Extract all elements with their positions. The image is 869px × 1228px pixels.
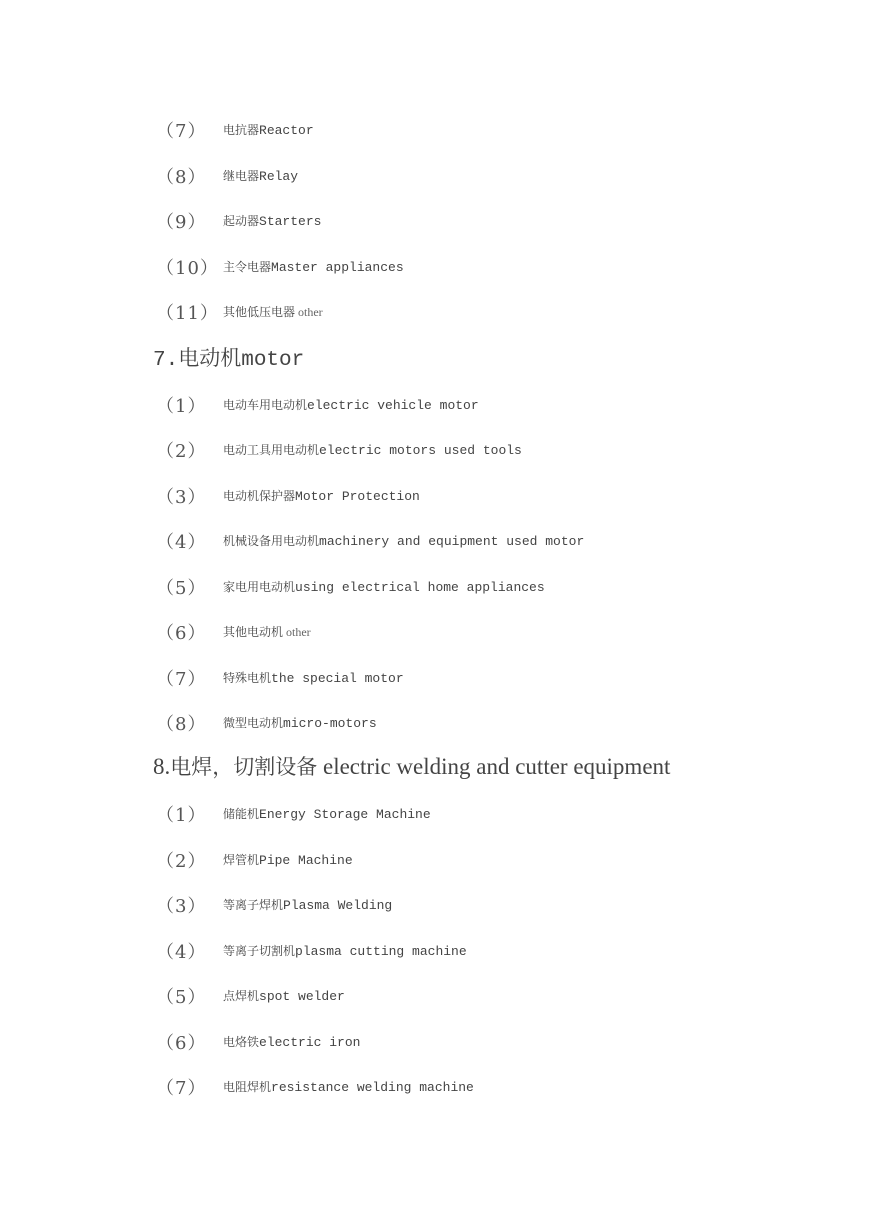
item-number: （10） (156, 258, 219, 279)
item-number: （8） (156, 167, 207, 188)
item-label-en: other (283, 625, 311, 639)
item-number: （5） (156, 578, 207, 599)
heading-en: electric welding and cutter equipment (317, 754, 671, 779)
item-label-en: Starters (259, 214, 322, 229)
item-label-en: resistance welding machine (271, 1080, 474, 1095)
item-label-en: electric motors used tools (319, 443, 522, 458)
item-number: （2） (156, 441, 207, 462)
item-number: （3） (156, 896, 207, 917)
item-label-en: Motor Protection (295, 489, 420, 504)
item-number: （11） (156, 303, 219, 324)
item-number: （7） (156, 1078, 207, 1099)
item-number: （4） (156, 532, 207, 553)
item-label-zh: 微型电动机 (223, 716, 284, 730)
item-label-en: Plasma Welding (283, 898, 393, 913)
item-label-zh: 等离子焊机 (223, 898, 284, 912)
item-number: （4） (156, 942, 207, 963)
item-label-en: Relay (259, 169, 299, 184)
section-heading-motor (153, 342, 304, 372)
item-label-en: Reactor (259, 123, 314, 138)
item-label-en: plasma cutting machine (295, 944, 467, 959)
heading-zh: 电动机 (178, 346, 242, 370)
item-label-en: Pipe Machine (259, 853, 353, 868)
item-label-zh: 电烙铁 (223, 1035, 260, 1049)
item-number: （1） (156, 805, 207, 826)
item-label-zh: 电动车用电动机 (223, 398, 308, 412)
item-label-en: electric iron (259, 1035, 361, 1050)
item-label-en: Energy Storage Machine (259, 807, 431, 822)
item-label-zh: 储能机 (223, 807, 260, 821)
item-label-en: electric vehicle motor (307, 398, 479, 413)
item-number: （7） (156, 669, 207, 690)
item-label-zh: 家电用电动机 (223, 580, 296, 594)
item-label-zh: 焊管机 (223, 853, 260, 867)
item-number: （9） (156, 212, 207, 233)
item-label-en: Master appliances (271, 260, 404, 275)
item-number: （6） (156, 623, 207, 644)
item-label-zh: 其他低压电器 (223, 305, 296, 319)
item-number: （7） (156, 121, 207, 142)
item-label-zh: 主令电器 (223, 260, 272, 274)
item-label-en: using electrical home appliances (295, 580, 545, 595)
item-label-zh: 起动器 (223, 214, 260, 228)
heading-en: motor (241, 349, 305, 372)
item-label-en: the special motor (271, 671, 404, 686)
item-label-zh: 其他电动机 (223, 625, 284, 639)
item-label-en: other (295, 305, 323, 319)
item-label-zh: 等离子切割机 (223, 944, 296, 958)
item-label-zh: 点焊机 (223, 989, 260, 1003)
item-label-zh: 电抗器 (223, 123, 260, 137)
item-number: （8） (156, 714, 207, 735)
heading-number: 7. (153, 349, 179, 372)
item-label-zh: 电动工具用电动机 (223, 443, 320, 457)
item-label-zh: 继电器 (223, 169, 260, 183)
section-heading-welding (153, 751, 670, 781)
item-label-en: spot welder (259, 989, 345, 1004)
item-number: （1） (156, 396, 207, 417)
item-label-zh: 机械设备用电动机 (223, 534, 320, 548)
item-label-en: micro-motors (283, 716, 377, 731)
item-label-zh: 特殊电机 (223, 671, 272, 685)
item-label-zh: 电阻焊机 (223, 1080, 272, 1094)
item-number: （3） (156, 487, 207, 508)
heading-zh: 电焊，切割设备 (170, 755, 318, 779)
item-number: （5） (156, 987, 207, 1008)
item-number: （2） (156, 851, 207, 872)
item-label-zh: 电动机保护器 (223, 489, 296, 503)
item-number: （6） (156, 1033, 207, 1054)
heading-number: 8. (153, 754, 171, 779)
item-label-en: machinery and equipment used motor (319, 534, 585, 549)
